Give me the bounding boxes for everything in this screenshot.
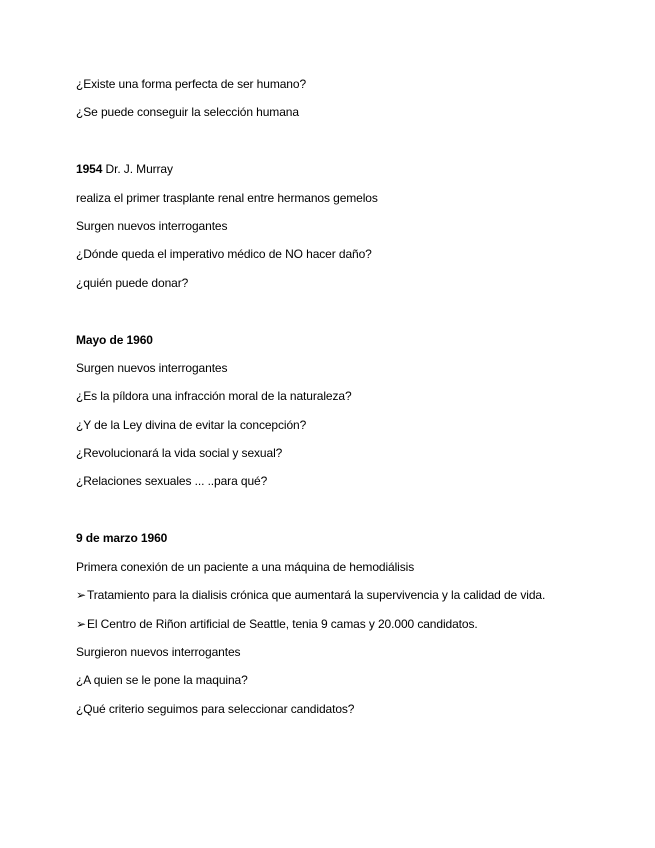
section-1954-line-1: realiza el primer trasplante renal entre hermanos gemelos [76, 191, 378, 205]
arrow-bullet-icon: ➢ [76, 588, 86, 602]
section-may-1960-line-2: ¿Es la píldora una infracción moral de la naturaleza? [76, 389, 352, 403]
section-may-1960-line-1: Surgen nuevos interrogantes [76, 361, 228, 375]
section-1954-heading [76, 162, 173, 176]
section-1954-line-2: Surgen nuevos interrogantes [76, 219, 228, 233]
section-march-1960-bullet-2 [76, 617, 478, 631]
section-1954-name: Dr. J. Murray [105, 162, 173, 176]
arrow-bullet-icon: ➢ [76, 617, 86, 631]
section-1954-line-4: ¿quién puede donar? [76, 276, 189, 290]
section-march-1960-line-1: Primera conexión de un paciente a una máquina de hemodiálisis [76, 560, 415, 574]
intro-question-1: ¿Existe una forma perfecta de ser humano? [76, 77, 307, 91]
section-march-1960-line-4: ¿Qué criterio seguimos para seleccionar candidatos? [76, 702, 355, 716]
section-march-1960-line-3: ¿A quien se le pone la maquina? [76, 673, 248, 687]
section-may-1960-line-5: ¿Relaciones sexuales ... ..para qué? [76, 474, 268, 488]
section-1954-year: 1954 [76, 162, 103, 176]
section-march-1960-bullet-1 [76, 588, 545, 602]
bullet-2-text: El Centro de Riñon artificial de Seattle, tenia 9 camas y 20.000 candidatos. [86, 617, 478, 631]
section-march-1960-heading: 9 de marzo 1960 [76, 531, 168, 545]
section-march-1960-line-2: Surgieron nuevos interrogantes [76, 645, 241, 659]
section-may-1960-line-4: ¿Revolucionará la vida social y sexual? [76, 446, 283, 460]
section-may-1960-heading: Mayo de 1960 [76, 333, 153, 347]
section-may-1960-line-3: ¿Y de la Ley divina de evitar la concepción? [76, 418, 307, 432]
bullet-1-text: Tratamiento para la dialisis crónica que aumentará la supervivencia y la calidad de vida. [86, 588, 546, 602]
intro-question-2: ¿Se puede conseguir la selección humana [76, 105, 299, 119]
section-1954-line-3: ¿Dónde queda el imperativo médico de NO hacer daño? [76, 247, 372, 261]
